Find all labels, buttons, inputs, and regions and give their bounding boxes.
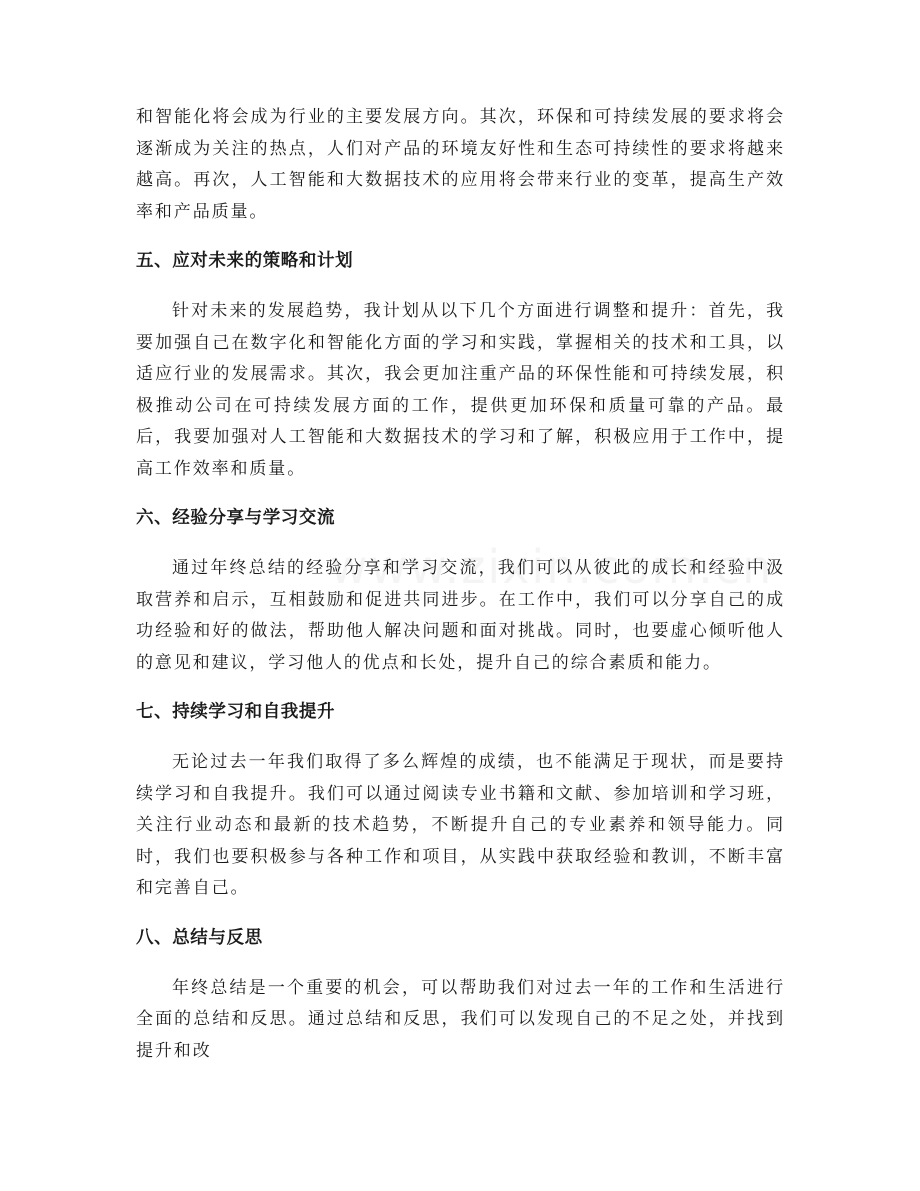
- section-heading-8: 八、总结与反思: [136, 927, 263, 948]
- section-body-5: 针对未来的发展趋势，我计划从以下几个方面进行调整和提升：首先，我要加强自己在数字化和智能化方面的学习和实践，掌握相关的技术和工具，以适应行业的发展需求。其次，我会更加注重产品的环保性能和可持续发展，积极推动公司在可持续发展方面的工作，提供更加环保和质量可靠的产品。最后，我要加强对人工智能和大数据技术的学习和了解，积极应用于工作中，提高工作效率和质量。: [136, 301, 785, 479]
- section-body-7: 无论过去一年我们取得了多么辉煌的成绩，也不能满足于现状，而是要持续学习和自我提升。我们可以通过阅读专业书籍和文献、参加培训和学习班，关注行业动态和最新的技术趋势，不断提升自己的专业素养和领导能力。同时，我们也要积极参与各种工作和项目，从实践中获取经验和教训，不断丰富和完善自己。: [136, 752, 785, 898]
- section-heading-7: 七、持续学习和自我提升: [136, 702, 336, 722]
- intro-paragraph: 和智能化将会成为行业的主要发展方向。其次，环保和可持续发展的要求将会逐渐成为关注的热点，人们对产品的环境友好性和生态可持续性的要求将越来越高。再次，人工智能和大数据技术的应用将会带来行业的变革，提高生产效率和产品质量。: [136, 107, 785, 222]
- section-heading-6: 六、经验分享与学习交流: [136, 508, 336, 528]
- section-body-8: 年终总结是一个重要的机会，可以帮助我们对过去一年的工作和生活进行全面的总结和反思。通过总结和反思，我们可以发现自己的不足之处，并找到提升和改: [136, 977, 785, 1061]
- section-body-6: 通过年终总结的经验分享和学习交流，我们可以从彼此的成长和经验中汲取营养和启示，互相鼓励和促进共同进步。在工作中，我们可以分享自己的成功经验和好的做法，帮助他人解决问题和面对挑战。同时，也要虚心倾听他人的意见和建议，学习他人的优点和长处，提升自己的综合素质和能力。: [136, 558, 785, 673]
- section-heading-5: 五、应对未来的策略和计划: [136, 251, 354, 271]
